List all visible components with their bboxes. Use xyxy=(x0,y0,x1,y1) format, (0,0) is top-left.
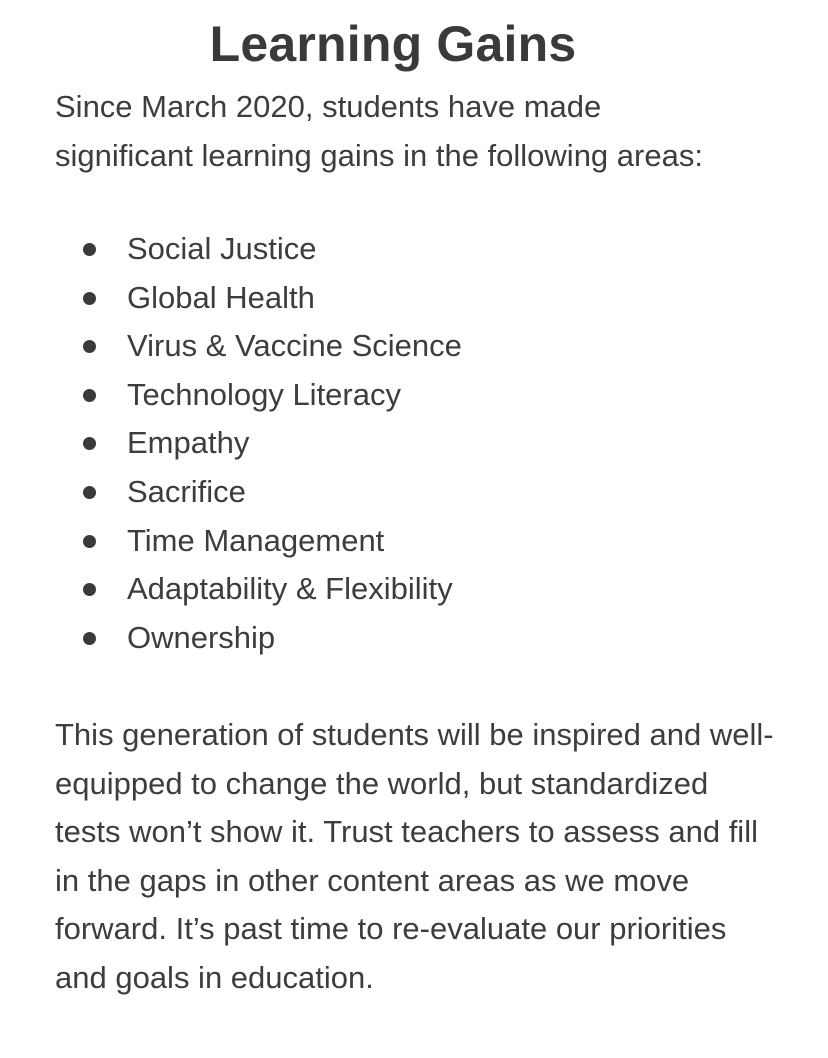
list-item-label: Empathy xyxy=(127,425,250,461)
page-title: Learning Gains xyxy=(209,16,577,72)
list-item-label: Social Justice xyxy=(127,231,317,266)
list-item-label: Technology Literacy xyxy=(127,376,401,412)
list-item xyxy=(55,419,462,468)
bullet-icon xyxy=(83,486,96,499)
list-item-label: Ownership xyxy=(127,619,276,655)
bullet-icon xyxy=(83,389,96,402)
closing-paragraph: This generation of students will be inspired and well-equipped to change the world, but standardized tests won’t show it. Trust teachers to assess and fill in the gaps in other content areas as we move forward. It’s past time to re-evaluate our priorities and goals in education. xyxy=(55,717,774,995)
list-item xyxy=(55,371,462,420)
list-item xyxy=(55,468,462,517)
list-item xyxy=(55,274,462,323)
list-item xyxy=(55,565,462,614)
bullet-icon xyxy=(83,583,96,596)
list-item xyxy=(55,322,462,371)
bullet-icon xyxy=(83,340,96,353)
intro-paragraph: Since March 2020, students have made significant learning gains in the following areas: xyxy=(55,89,703,173)
list-item xyxy=(55,225,462,274)
bullet-icon xyxy=(83,437,96,450)
list-item-label: Virus & Vaccine Science xyxy=(127,328,462,364)
bullet-icon xyxy=(83,292,96,305)
learning-areas-list xyxy=(55,225,462,662)
list-item-label: Sacrifice xyxy=(127,473,246,509)
list-item xyxy=(55,517,462,566)
list-item xyxy=(55,614,462,663)
list-item-label: Adaptability & Flexibility xyxy=(127,571,453,607)
list-item-label: Time Management xyxy=(127,522,385,558)
bullet-icon xyxy=(83,632,96,645)
bullet-icon xyxy=(83,243,96,256)
list-item-label: Global Health xyxy=(127,279,315,315)
bullet-icon xyxy=(83,535,96,548)
